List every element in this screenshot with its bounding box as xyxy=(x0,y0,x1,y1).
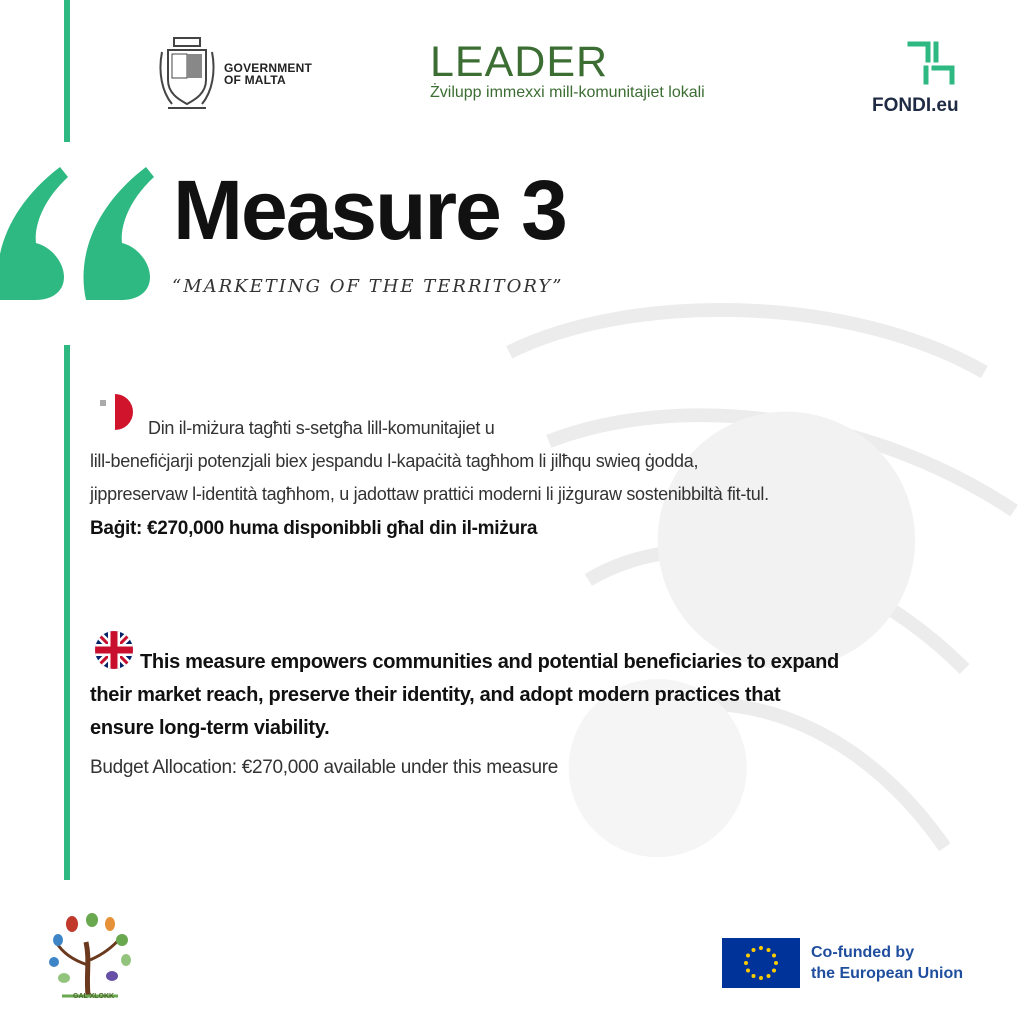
quote-mark-icon xyxy=(0,165,160,300)
maltese-budget: Baġit: €270,000 huma disponibbli għal din il-miżura xyxy=(90,518,538,539)
government-of-malta-label: GOVERNMENT OF MALTA xyxy=(224,61,313,87)
megaphone-watermark-icon xyxy=(430,250,1024,900)
english-line-3: ensure long-term viability. xyxy=(90,717,330,739)
page-subtitle: “MARKETING OF THE TERRITORY” xyxy=(172,276,564,297)
leader-subtitle: Żvilupp immexxi mill-komunitajiet lokali xyxy=(430,84,705,101)
accent-bar-top xyxy=(64,0,70,142)
accent-bar-main xyxy=(64,345,70,880)
fondi-logo-icon xyxy=(906,38,960,88)
page-title: Measure 3 xyxy=(173,163,566,257)
english-budget: Budget Allocation: €270,000 available under this measure xyxy=(90,757,559,778)
leader-title: LEADER xyxy=(430,38,609,86)
maltese-line-3: jippreservaw l-identità tagħhom, u jadottaw prattiċi moderni li jiżguraw sostenibbiltà fit-tul. xyxy=(90,484,769,504)
english-description xyxy=(90,646,1000,745)
maltese-description xyxy=(90,412,990,511)
maltese-line-1: Din il-miżura tagħti s-setgħa lill-komunitajiet u xyxy=(148,418,495,438)
english-line-1: This measure empowers communities and potential beneficiaries to expand xyxy=(140,651,839,673)
eu-flag-icon xyxy=(722,938,800,988)
maltese-line-2: lill-benefiċjarji potenzjali biex jespandu l-kapaċità tagħhom li jilħqu swieq ġodda, xyxy=(90,451,699,471)
eu-cofunded-label: Co-funded by the European Union xyxy=(811,944,963,982)
gal-xlokk-label: GAL XLOKK xyxy=(73,993,115,1000)
fondi-label: FONDI.eu xyxy=(872,95,959,116)
leader-logo xyxy=(430,40,705,102)
english-line-2: their market reach, preserve their identity, and adopt modern practices that xyxy=(90,684,781,706)
